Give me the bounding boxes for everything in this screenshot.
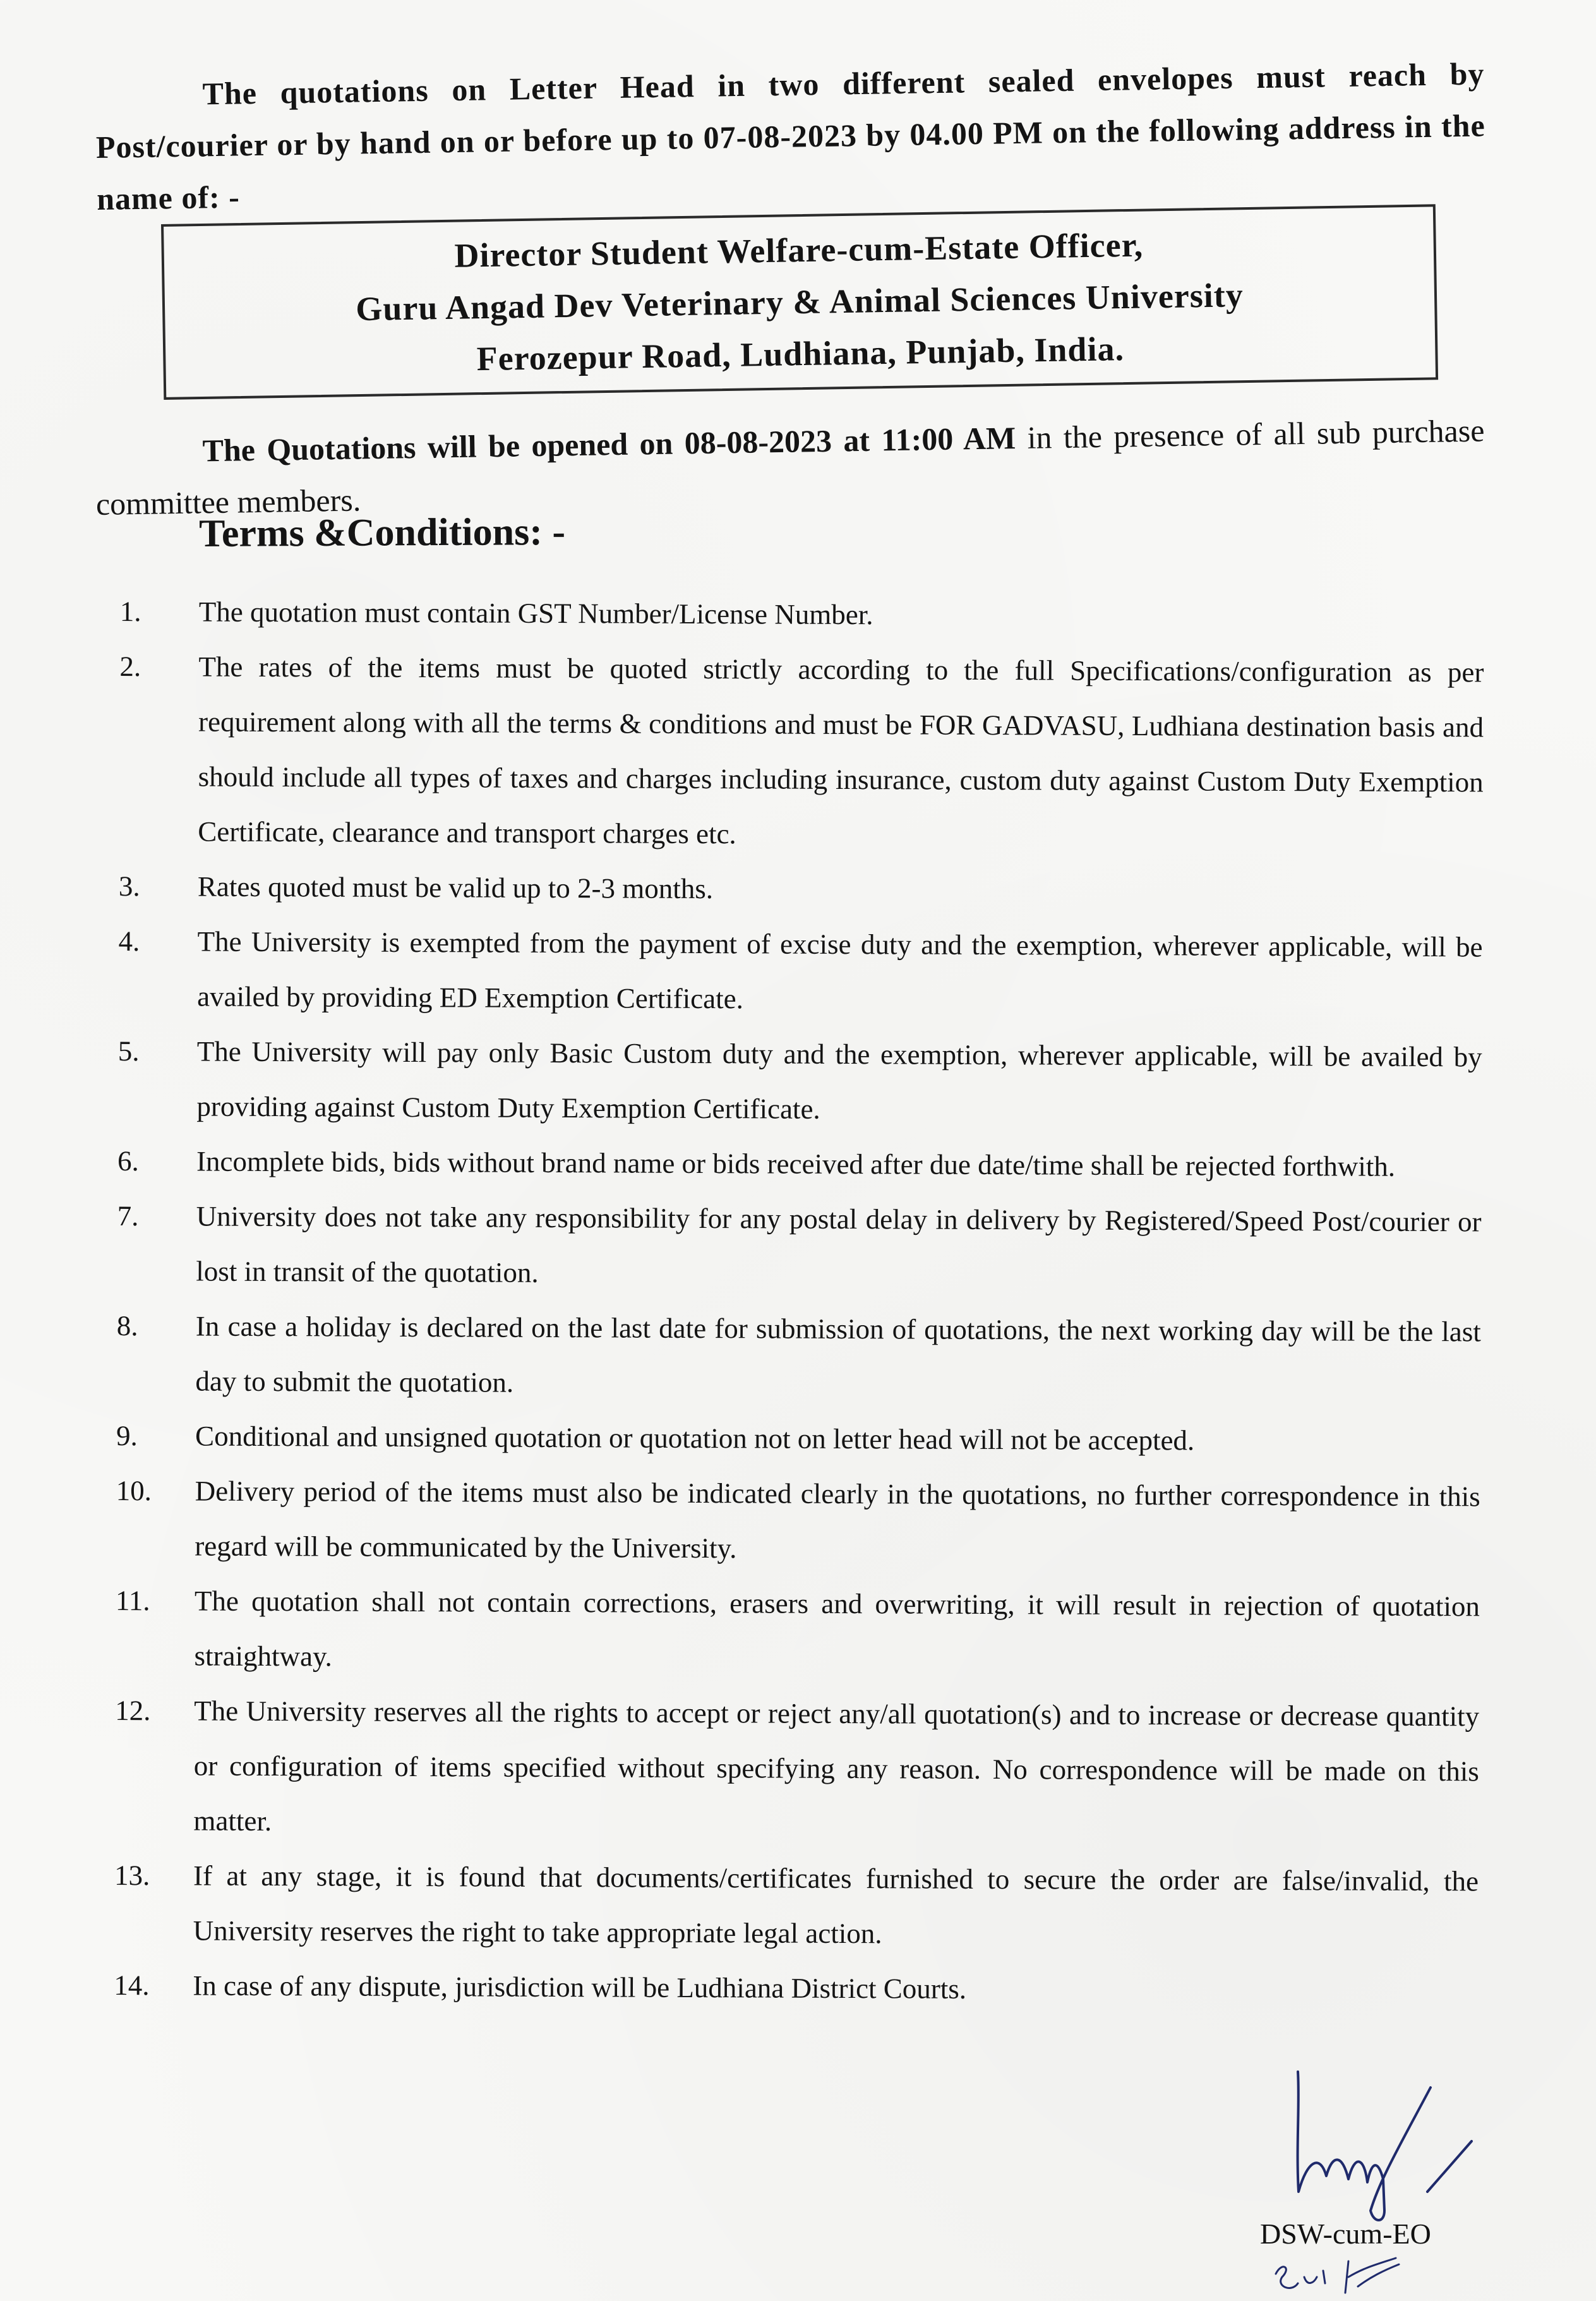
signature-block [1238, 2065, 1491, 2293]
term-number: 14. [114, 1969, 150, 2002]
term-item [117, 1134, 1482, 1194]
term-item [120, 584, 1484, 645]
term-number: 10. [116, 1474, 152, 1507]
address-line-1: Director Student Welfare-cum-Estate Officer, [453, 225, 1144, 275]
term-text: Incomplete bids, bids without brand name or bids received after due date/time shall be rejected forthwith. [196, 1145, 1396, 1182]
term-item [117, 1189, 1482, 1304]
term-item [114, 1958, 1478, 2019]
term-item [116, 1409, 1480, 1469]
address-box [161, 204, 1438, 400]
term-text: In case of any dispute, jurisdiction will be Ludhiana District Courts. [193, 1969, 967, 2005]
term-number: 5. [117, 1035, 140, 1067]
term-number: 12. [115, 1694, 151, 1727]
term-text: Conditional and unsigned quotation or quotation not on letter head will not be accepted. [195, 1420, 1195, 1457]
term-number: 1. [119, 595, 141, 628]
address-line-2: Guru Angad Dev Veterinary & Animal Sciences University [355, 276, 1244, 328]
term-number: 11. [115, 1584, 150, 1617]
term-number: 2. [119, 650, 141, 683]
term-item [118, 914, 1483, 1030]
term-text: In case a holiday is declared on the last date for submission of quotations, the next working day will be the last day to submit the quotation. [195, 1310, 1481, 1398]
term-item [116, 1463, 1480, 1579]
term-text: The quotation must contain GST Number/License Number. [198, 596, 873, 631]
term-text: Rates quoted must be valid up to 2-3 months. [197, 870, 714, 905]
signatory-title: DSW-cum-EO [1260, 2218, 1431, 2250]
signature-icon [1238, 2065, 1491, 2230]
opening-lead: The Quotations will be opened on 08-08-2023 at 11:00 AM [202, 420, 1016, 469]
term-item [119, 859, 1483, 920]
term-item [115, 1573, 1480, 1689]
terms-heading: Terms &Conditions: - [199, 510, 566, 555]
term-number: 6. [117, 1144, 139, 1177]
term-item [117, 1024, 1482, 1139]
address-line-3: Ferozepur Road, Ludhiana, Punjab, India. [476, 330, 1125, 378]
term-text: University does not take any responsibility for any postal delay in delivery by Registered/Speed Post/courier or lost in transit of the quotation. [196, 1200, 1482, 1289]
term-text: The rates of the items must be quoted strictly according to the full Specifications/configuration as per requirement along with all the terms & conditions and must be FOR GADVASU, Ludhiana destination basis and should include all types of taxes and charges including insurance, custom duty against Custom Duty Exemption Certificate, clearance and transport charges etc. [198, 651, 1484, 850]
term-text: The University will pay only Basic Custom duty and the exemption, wherever applicable, will be availed by providing against Custom Duty Exemption Certificate. [196, 1035, 1482, 1125]
term-item [119, 639, 1484, 865]
term-number: 4. [118, 925, 140, 958]
term-number: 8. [116, 1309, 138, 1342]
term-text: The University reserves all the rights to accept or reject any/all quotation(s) and to increase or decrease quantity or configuration of items specified without specifying any reason. No correspondence will be made on this matter. [193, 1695, 1480, 1837]
term-number: 9. [116, 1419, 138, 1452]
term-item [114, 1683, 1479, 1854]
term-text: The University is exempted from the payment of excise duty and the exemption, wherever applicable, will be availed by providing ED Exemption Certificate. [197, 925, 1483, 1015]
term-text: Delivery period of the items must also be indicated clearly in the quotations, no further correspondence in this regard will be communicated by the University. [195, 1475, 1480, 1565]
term-number: 13. [114, 1859, 150, 1892]
intro-paragraph: The quotations on Letter Head in two different sealed envelopes must reach by Post/courier or by hand on or before up to 07-08-2023 by 04.00 PM on the following address in the name of: - [95, 56, 1486, 217]
term-item [116, 1299, 1481, 1414]
term-text: If at any stage, it is found that documents/certificates furnished to secure the order are false/invalid, the University reserves the right to take appropriate legal action. [193, 1859, 1479, 1950]
term-item [114, 1848, 1479, 1964]
initials-icon [1269, 2255, 1408, 2299]
term-number: 3. [118, 870, 140, 903]
term-number: 7. [117, 1199, 139, 1232]
terms-list [114, 584, 1484, 2019]
term-text: The quotation shall not contain corrections, erasers and overwriting, it will result in rejection of quotation straightway. [194, 1585, 1480, 1673]
opening-rest: in the presence of all sub purchase committee members. [95, 412, 1485, 522]
